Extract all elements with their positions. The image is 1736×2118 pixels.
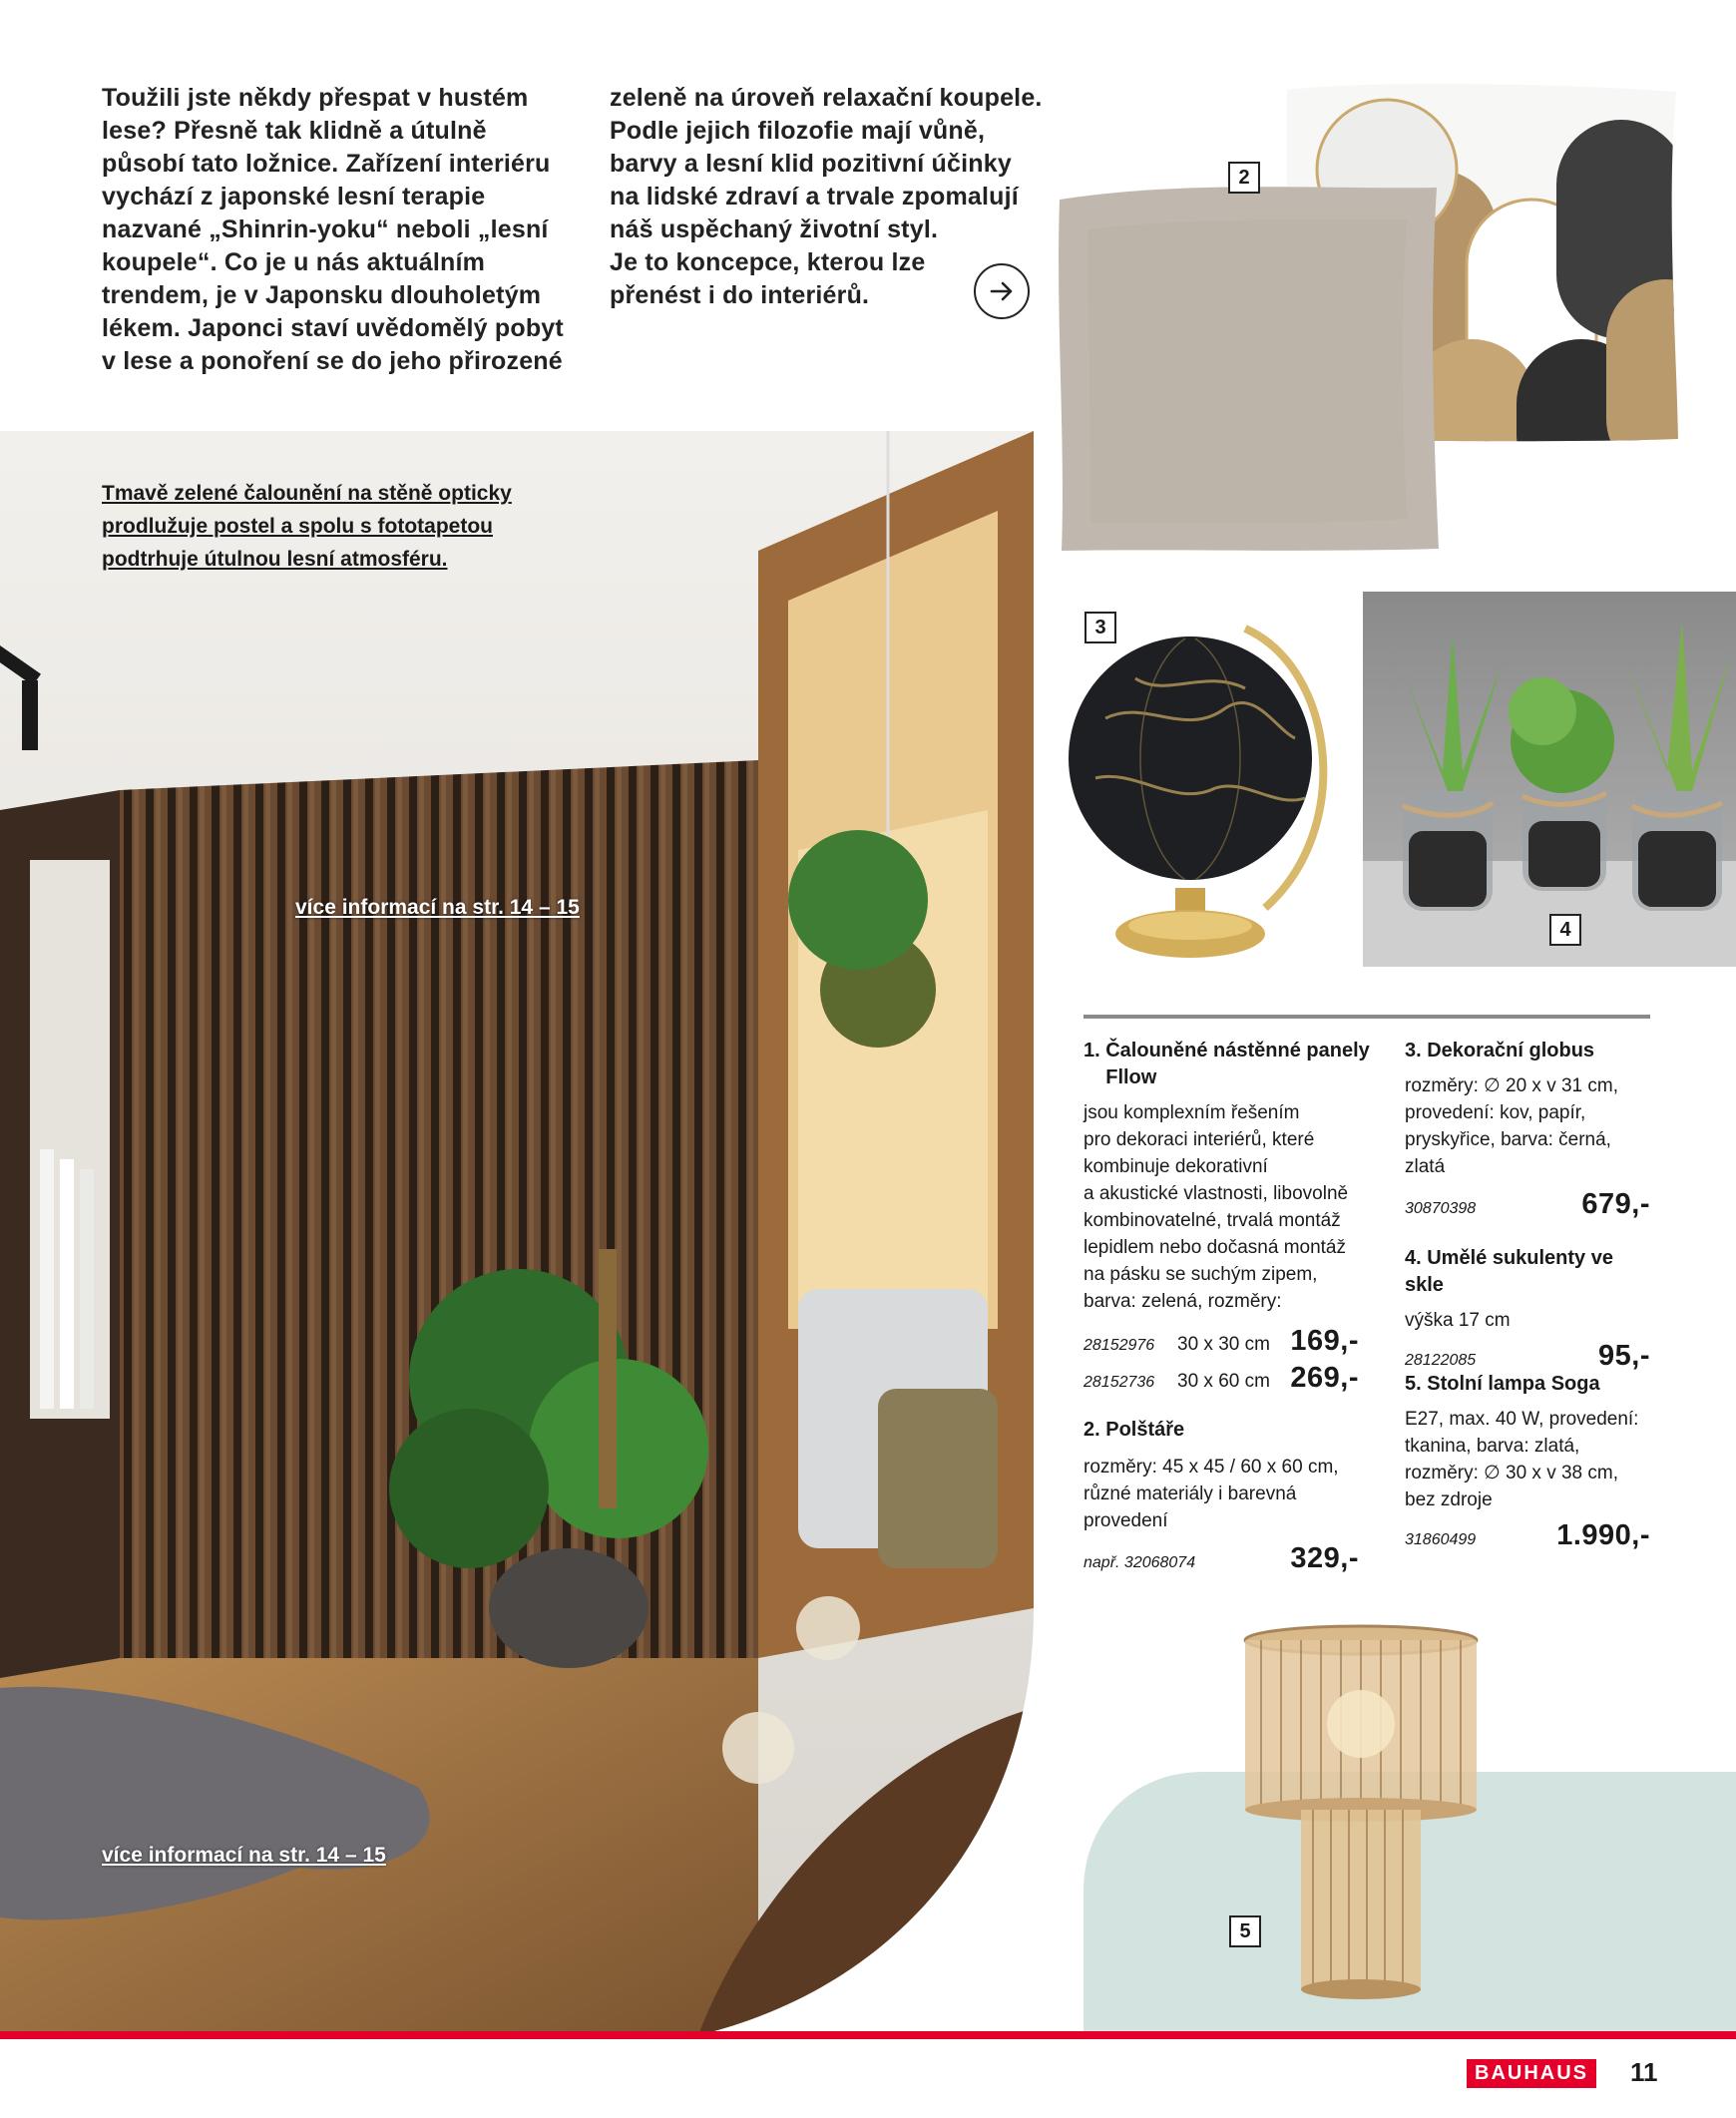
product-1-price-2: 269,- — [1290, 1362, 1359, 1394]
badge-5: 5 — [1229, 1915, 1261, 1947]
product-3 — [1405, 1038, 1650, 1221]
product-3-text: rozměry: ∅ 20 x v 31 cm, provedení: kov, papír, pryskyřice, barva: černá, zlatá — [1405, 1075, 1618, 1177]
photo-caption — [102, 477, 512, 576]
product-3-price: 679,- — [1581, 1188, 1650, 1220]
badge-2: 2 — [1228, 162, 1260, 194]
product-1-size-1: 30 x 30 cm — [1177, 1334, 1270, 1355]
more-info-link-top[interactable]: více informací na str. 14 – 15 — [295, 896, 580, 919]
succulents-image — [1363, 592, 1736, 967]
caption-line-1: Tmavě zelené čalounění na stěně opticky — [102, 482, 512, 505]
product-1-code-2: 28152736 — [1084, 1374, 1155, 1391]
product-5-row — [1405, 1519, 1650, 1552]
page-number: 11 — [1630, 2057, 1658, 2087]
product-4-title: 4. Umělé sukulenty ve skle — [1405, 1247, 1613, 1296]
intro-column-2: zeleně na úroveň relaxační koupele. Podle jejich filozofie mají vůně, barvy a lesní klid pozitivní účinky na lidské zdraví a trvale zpomalují náš uspěchaný životní styl. Je to koncepce, kterou lze přenést i do interiérů. — [610, 84, 1043, 309]
product-1-title: 1. Čalouněné nástěnné panely Fllow — [1084, 1040, 1370, 1088]
globe-image — [1066, 619, 1355, 970]
product-3-title: 3. Dekorační globus — [1405, 1040, 1595, 1061]
product-2 — [1084, 1417, 1359, 1575]
lamp-image — [1241, 1624, 1481, 2003]
caption-line-3: podtrhuje útulnou lesní atmosféru. — [102, 548, 448, 571]
product-5 — [1405, 1371, 1650, 1552]
bauhaus-logo: BAUHAUS — [1467, 2059, 1596, 2088]
product-4-row — [1405, 1340, 1650, 1373]
product-4 — [1405, 1245, 1650, 1373]
product-1-row-2 — [1084, 1362, 1359, 1395]
badge-4: 4 — [1549, 914, 1581, 946]
intro-column-1: Toužili jste někdy přespat v hustém lese? Přesně tak klidně a útulně působí tato ložnice. Zařízení interiéru vychází z japonské lesní terapie nazvané „Shinrin-yoku“ neboli „lesní koupele“. Co je u nás aktuálním trendem, je v Japonsku dlouholetým lékem. Japonci staví uvědomělý pobyt v lese a ponoření se do jeho přirozené — [102, 84, 564, 375]
product-4-text: výška 17 cm — [1405, 1310, 1511, 1331]
bedroom-photo — [0, 431, 1034, 2035]
more-info-link-bottom[interactable]: více informací na str. 14 – 15 — [102, 1844, 386, 1867]
product-1-text: jsou komplexním řešením pro dekoraci interiérů, které kombinuje dekorativní a akustické vlastnosti, libovolně kombinovatelné, trvalá montáž lepidlem nebo dočasná montáž na pásku se suchým zipem, barva: zelená, rozměry: — [1084, 1102, 1349, 1312]
product-5-price: 1.990,- — [1556, 1519, 1650, 1551]
product-2-text: rozměry: 45 x 45 / 60 x 60 cm, různé materiály i barevná provedení — [1084, 1457, 1339, 1531]
product-3-code: 30870398 — [1405, 1200, 1477, 1217]
product-4-price: 95,- — [1598, 1340, 1650, 1372]
footer-red-rule — [0, 2031, 1736, 2039]
product-2-price: 329,- — [1290, 1542, 1359, 1574]
product-2-row — [1084, 1542, 1359, 1575]
product-5-text: E27, max. 40 W, provedení: tkanina, barva: zlatá, rozměry: ∅ 30 x v 38 cm, bez zdroje — [1405, 1409, 1639, 1510]
product-5-title: 5. Stolní lampa Soga — [1405, 1373, 1600, 1395]
product-2-title: 2. Polštáře — [1084, 1419, 1185, 1441]
next-arrow-button[interactable] — [974, 263, 1030, 319]
product-1-price-1: 169,- — [1290, 1325, 1359, 1357]
product-1 — [1084, 1038, 1370, 1395]
badge-3: 3 — [1085, 612, 1116, 643]
pillows-image — [1048, 80, 1686, 559]
product-3-row — [1405, 1188, 1650, 1221]
product-4-code: 28122085 — [1405, 1352, 1477, 1369]
arrow-right-icon — [987, 276, 1017, 306]
product-rule — [1084, 1015, 1650, 1019]
product-1-code-1: 28152976 — [1084, 1337, 1155, 1354]
product-1-row-1 — [1084, 1325, 1359, 1358]
product-1-size-2: 30 x 60 cm — [1177, 1371, 1270, 1392]
caption-line-2: prodlužuje postel a spolu s fototapetou — [102, 515, 493, 538]
product-5-code: 31860499 — [1405, 1531, 1477, 1548]
product-2-code: např. 32068074 — [1084, 1554, 1196, 1571]
